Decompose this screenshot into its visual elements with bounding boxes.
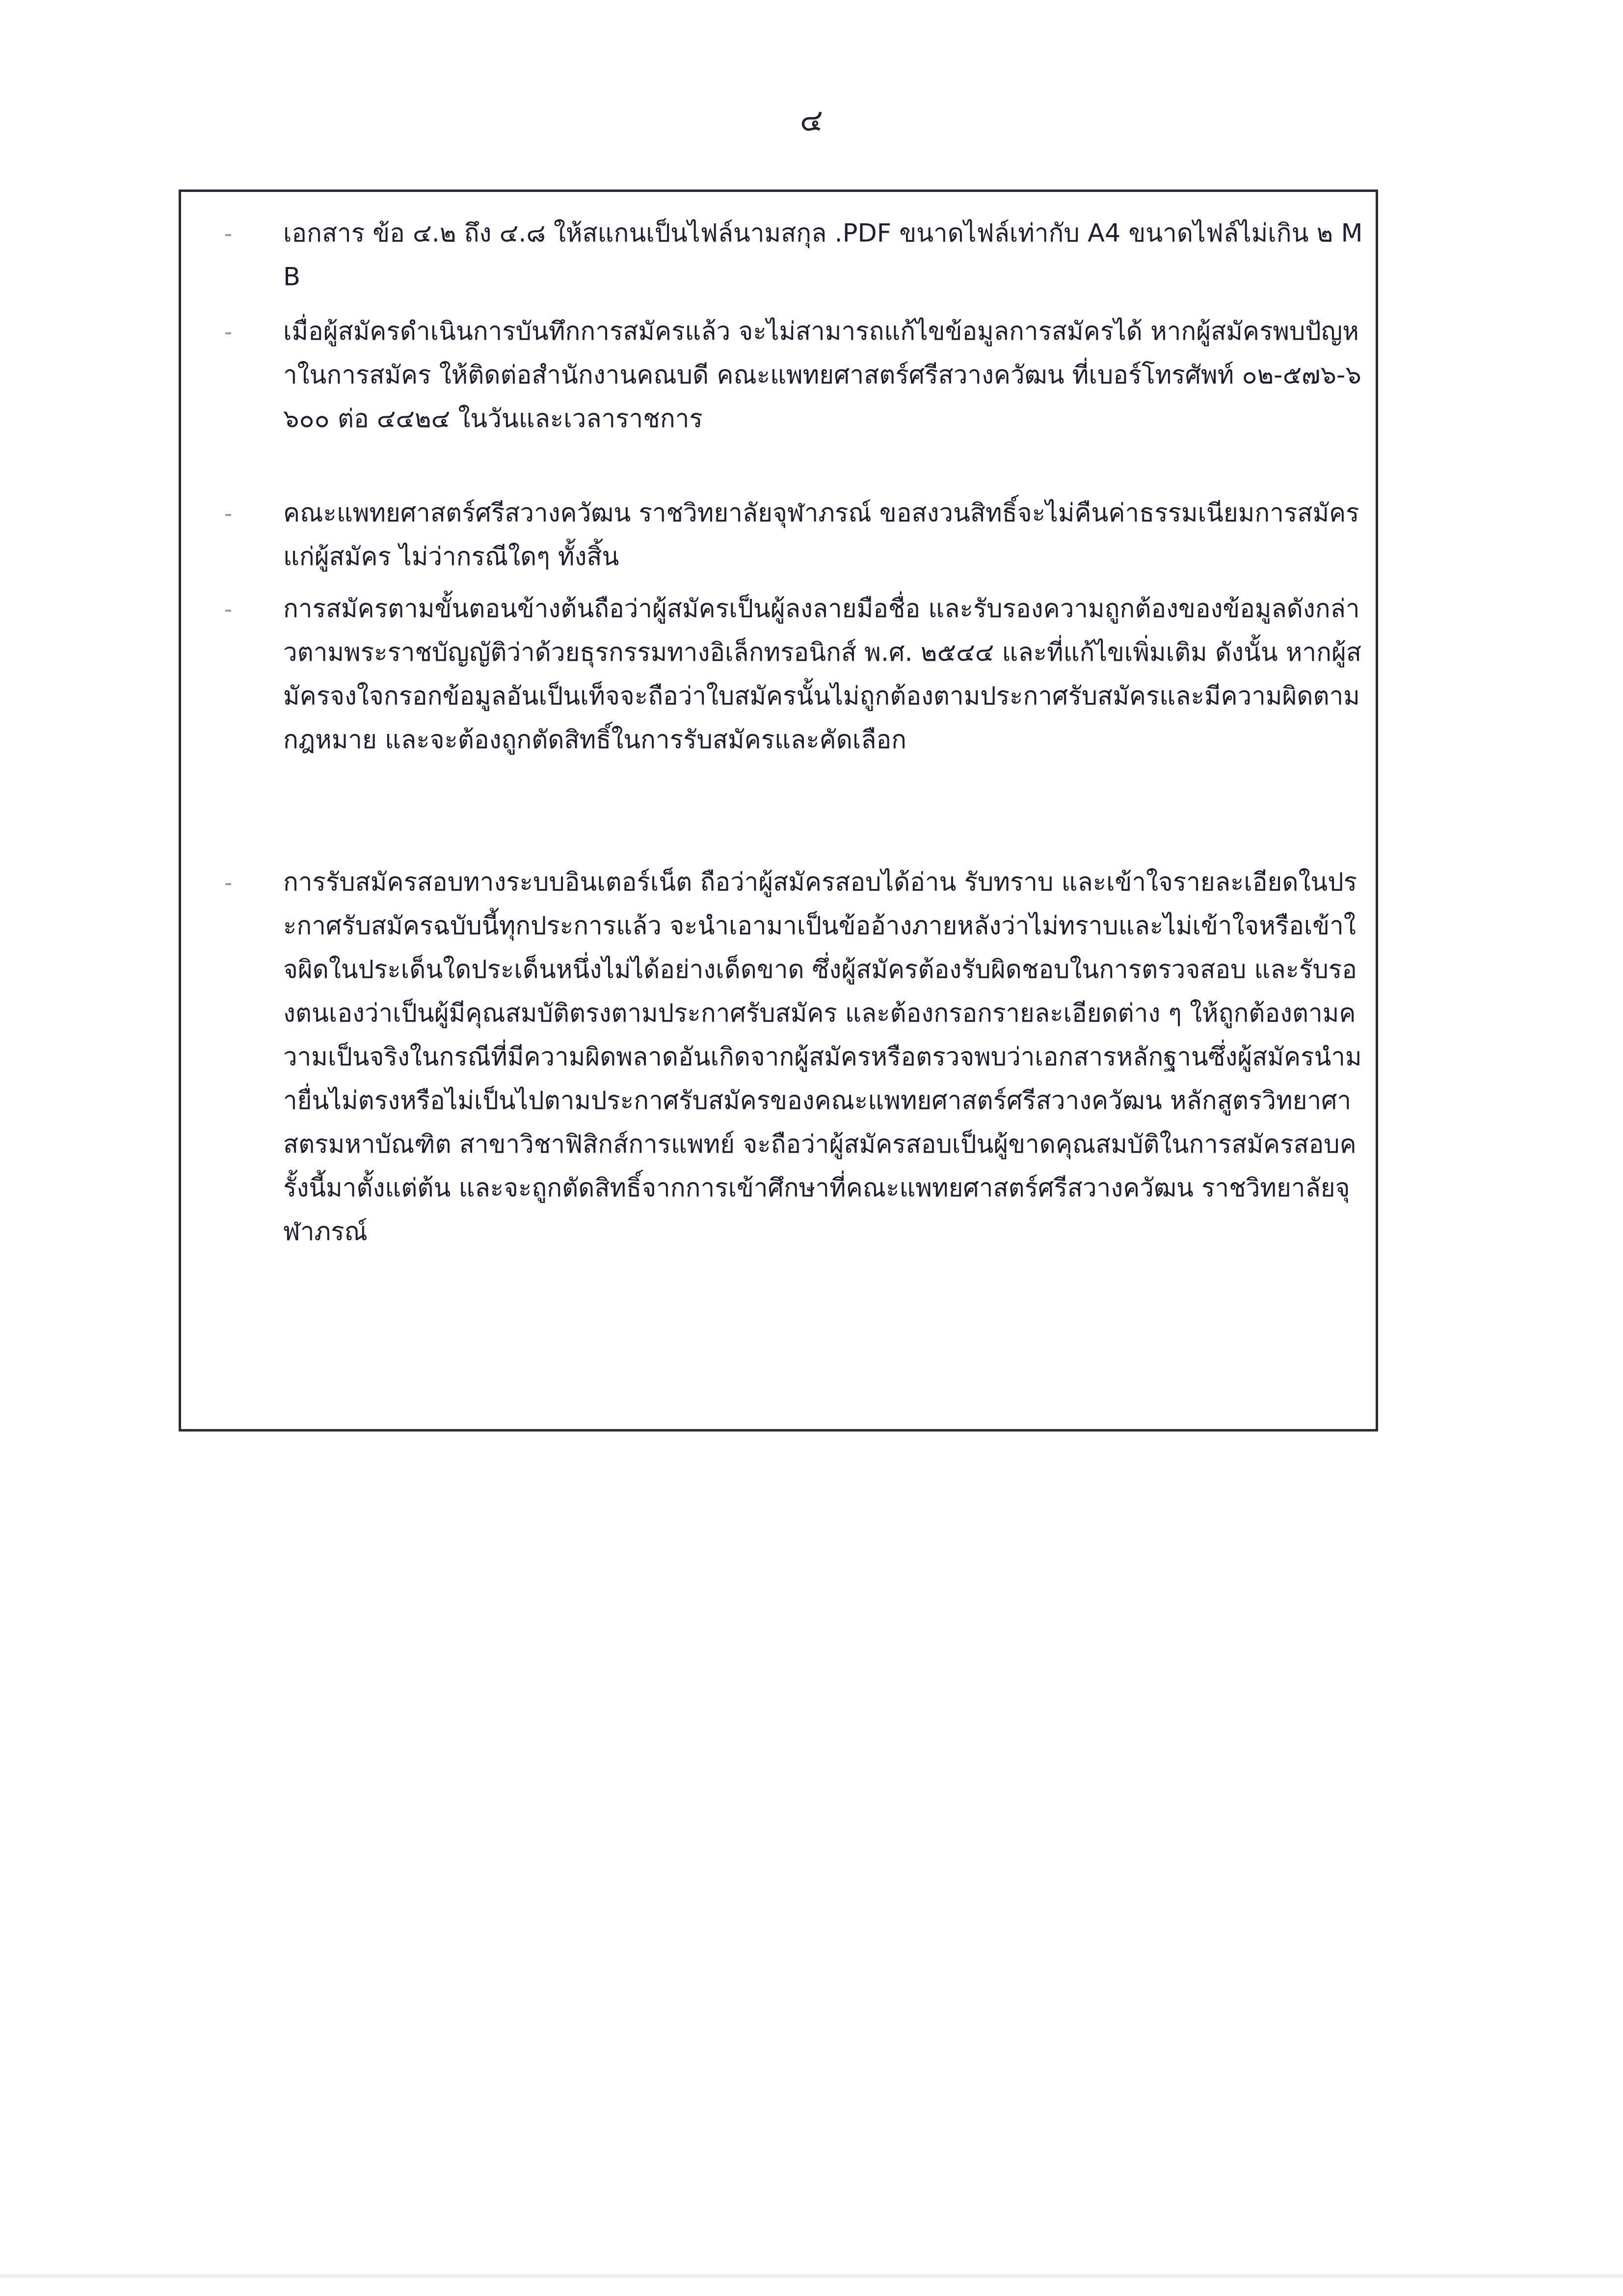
dash-bullet (225, 332, 231, 334)
dash-bullet (225, 610, 231, 612)
notice-box (179, 189, 1378, 1432)
item-text: คณะแพทยศาสตร์ศรีสวางควัฒน ราชวิทยาลัยจุฬาภรณ์ ขอสงวนสิทธิ์จะไม่คืนค่าธรรมเนียมการสมัครแก่ผู้สมัคร ไม่ว่ากรณีใดๆ ทั้งสิ้น (283, 499, 1359, 571)
dash-bullet (225, 883, 231, 885)
scan-edge-line (0, 2274, 1623, 2278)
dash-bullet (225, 234, 231, 236)
dash-bullet (225, 514, 231, 516)
item-text: การรับสมัครสอบทางระบบอินเตอร์เน็ต ถือว่าผู้สมัครสอบได้อ่าน รับทราบ และเข้าใจรายละเอียดในประกาศรับสมัครฉบับนี้ทุกประการแล้ว จะนำเอามาเป็นข้ออ้างภายหลังว่าไม่ทราบและไม่เข้าใจหรือเข้าใจผิดในประเด็นใดประเด็นหนึ่งไม่ได้อย่างเด็ดขาด ซึ่งผู้สมัครต้องรับผิดชอบในการตรวจสอบ และรับรองตนเองว่าเป็นผู้มีคุณสมบัติตรงตามประกาศรับสมัคร และต้องกรอกรายละเอียดต่าง ๆ ให้ถูกต้องตามความเป็นจริงในกรณีที่มีความผิดพลาดอันเกิดจากผู้สมัครหรือตรวจพบว่าเอกสารหลักฐานซึ่งผู้สมัครนำมายื่นไม่ตรงหรือไม่เป็นไปตามประกาศรับสมัครของคณะแพทยศาสตร์ศรีสวางควัฒน หลักสูตรวิทยาศาสตรมหาบัณฑิต สาขาวิชาฟิสิกส์การแพทย์ จะถือว่าผู้สมัครสอบเป็นผู้ขาดคุณสมบัติในการสมัครสอบครั้งนี้มาตั้งแต่ต้น และจะถูกตัดสิทธิ์จากการเข้าศึกษาที่คณะแพทยศาสตร์ศรีสวางควัฒน ราชวิทยาลัยจุฬาภรณ์ (283, 868, 1362, 1246)
item-text: การสมัครตามขั้นตอนข้างต้นถือว่าผู้สมัครเป็นผู้ลงลายมือชื่อ และรับรองความถูกต้องของข้อมูลดังกล่าวตามพระราชบัญญัติว่าด้วยธุรกรรมทางอิเล็กทรอนิกส์ พ.ศ. ๒๕๔๔ และที่แก้ไขเพิ่มเติม ดังนั้น หากผู้สมัครจงใจกรอกข้อมูลอันเป็นเท็จจะถือว่าใบสมัครนั้นไม่ถูกต้องตามประกาศรับสมัครและมีความผิดตามกฎหมาย และจะต้องถูกตัดสิทธิ์ในการรับสมัครและคัดเลือก (283, 594, 1362, 755)
item-text: เอกสาร ข้อ ๔.๒ ถึง ๔.๘ ให้สแกนเป็นไฟล์นามสกุล .PDF ขนาดไฟล์เท่ากับ A4 ขนาดไฟล์ไม่เกิน ๒ MB (283, 219, 1363, 292)
item-text: เมื่อผู้สมัครดำเนินการบันทึกการสมัครแล้ว จะไม่สามารถแก้ไขข้อมูลการสมัครได้ หากผู้สมัครพบปัญหาในการสมัคร ให้ติดต่อสำนักงานคณบดี คณะแพทยศาสตร์ศรีสวางควัฒน ที่เบอร์โทรศัพท์ ๐๒-๕๗๖-๖๖๐๐ ต่อ ๔๔๒๔ ในวันและเวลาราชการ (283, 317, 1361, 433)
page-number: ๔ (800, 102, 823, 138)
